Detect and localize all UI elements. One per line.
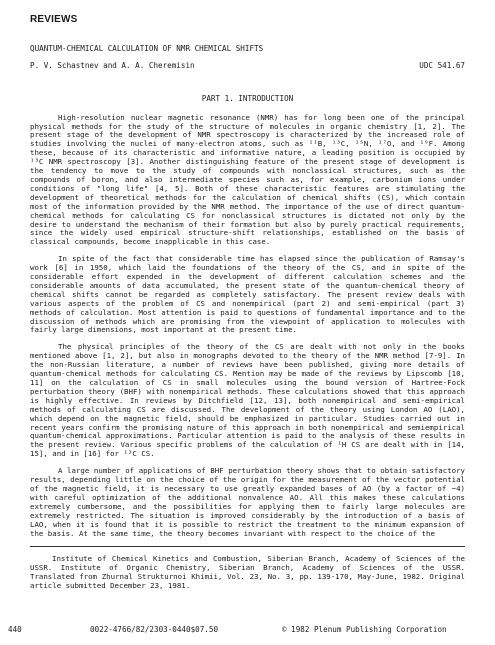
udc-code: UDC 541.67 [419,60,465,70]
authors: P. V. Schastnev and A. A. Cheremisin [30,60,195,70]
section-label: REVIEWS [30,14,78,25]
page-number: 440 [8,625,22,634]
paragraph-1: High-resolution nuclear magnetic resonance (NMR) has for long been one of the principal physical methods for the study of the structure of molecules in organic chemistry [1, 2]. The present stage of the development of NMR spectroscopy is characterized by the increased role of studies involving the nuclei of many-electron atoms, such as ¹¹B, ¹³C, ¹⁵N, ¹⁷O, and ¹⁹F. Among these, because of its characteristic and informative nature, a leading position is occupied by ¹³C NMR spectroscopy [3]. Another distinguishing feature of the present stage of development is the tendency to move to the study of compounds with nonclassical structures, such as the compounds of boron, and also intermediate species such as, for example, carbonium ions under conditions of "long life" [4, 5]. Both of these characteristic features are stimulating the development of theoretical methods for the calculation of chemical shifts (CS), which contain most of the information provided by the NMR method. The importance of the use of direct quantum-chemical methods for calculating CS for nonclassical structures is dictated not only by the desire to understand the mechanism of their formation but also by purely practical requirements, since the widely used empirical structure-shift relationships, established on the basis of classical compounds, become inapplicable in this case. [30,112,465,247]
article-title: QUANTUM-CHEMICAL CALCULATION OF NMR CHEMICAL SHIFTS [30,43,264,53]
copyright: © 1982 Plenum Publishing Corporation [282,625,447,634]
article-code: 0022-4766/82/2303-0440$07.50 [90,625,219,634]
footnote: Institute of Chemical Kinetics and Combustion, Siberian Branch, Academy of Sciences of the USSR. Institute of Organic Chemistry, Siberian Branch, Academy of Sciences of the USSR. Translated from Zhurnal Strukturnoi Khimii, Vol. 23, No. 3, pp. 139-170, May-June, 1982. Original article submitted December 23, 1981. [30,554,465,591]
byline [30,62,465,71]
paragraph-2: In spite of the fact that considerable time has elapsed since the publication of Ramsay's work [6] in 1950, which laid the foundations of the theory of the CS, and in spite of the considerable effort expended in the development of different calculation schemes and the considerable amounts of data accumulated, the present state of the quantum-chemical theory of chemical shifts cannot be regarded as completely satisfactory. The present review deals with various aspects of the problem of CS and nonempirical (part 2) and semi-empirical (part 3) methods of calculation. Most attention is paid to questions of fundamental importance and to the discussion of methods which are promising from the viewpoint of application to molecules with fairly large dimensions, most important at the present time. [30,254,465,335]
part-heading: PART 1. INTRODUCTION [201,93,294,103]
page-footer [8,626,465,635]
footnote-divider [30,546,465,547]
paragraph-4: A large number of applications of BHF perturbation theory shows that to obtain satisfactory results, depending little on the choice of the origin for the measurement of the vector potential of the magnetic field, it is necessary to use greatly expanded bases of AO (by a factor of ~4) with careful optimization of the additional nonvalence AO. All this makes these calculations extremely cumbersome, and the possibilities for applying them to fairly large molecules are extremely restricted. The situation is improved considerably by the introduction of a basis of LAO, when it is found that it is possible to restrict the treatment to the minimum expansion of the basis. At the same time, the theory becomes invariant with respect to the choice of the [30,466,465,538]
paragraph-3: The physical principles of the theory of the CS are dealt with not only in the books mentioned above [1, 2], but also in monographs devoted to the theory of the NMR method [7-9]. In the non-Russian literature, a number of reviews have been published, giving more details of quantum-chemical methods for calculating CS. Mention may be made of the reviews by Lipscomb [10, 11] on the calculation of CS in small molecules using the bound version of Hartree-Fock perturbation theory (BHF) with nonempirical methods. These calculations showed that this approach is highly effective. In reviews by Ditchfield [12, 13], both nonempirical and semi-empirical methods of calculating CS are discussed. The development of the theory using London AO (LAO), which depend on the magnetic field, should be emphasized in particular. Studies carried out in recent years confirm the promising nature of this approach in both nonempirical and semiempirical quantum-chemical approximations. Particular attention is paid to the analysis of these results in the present review. Various specific problems of the calculation of ¹H CS are dealt with in [14, 15], and in [16] for ¹³C CS. [30,342,465,459]
